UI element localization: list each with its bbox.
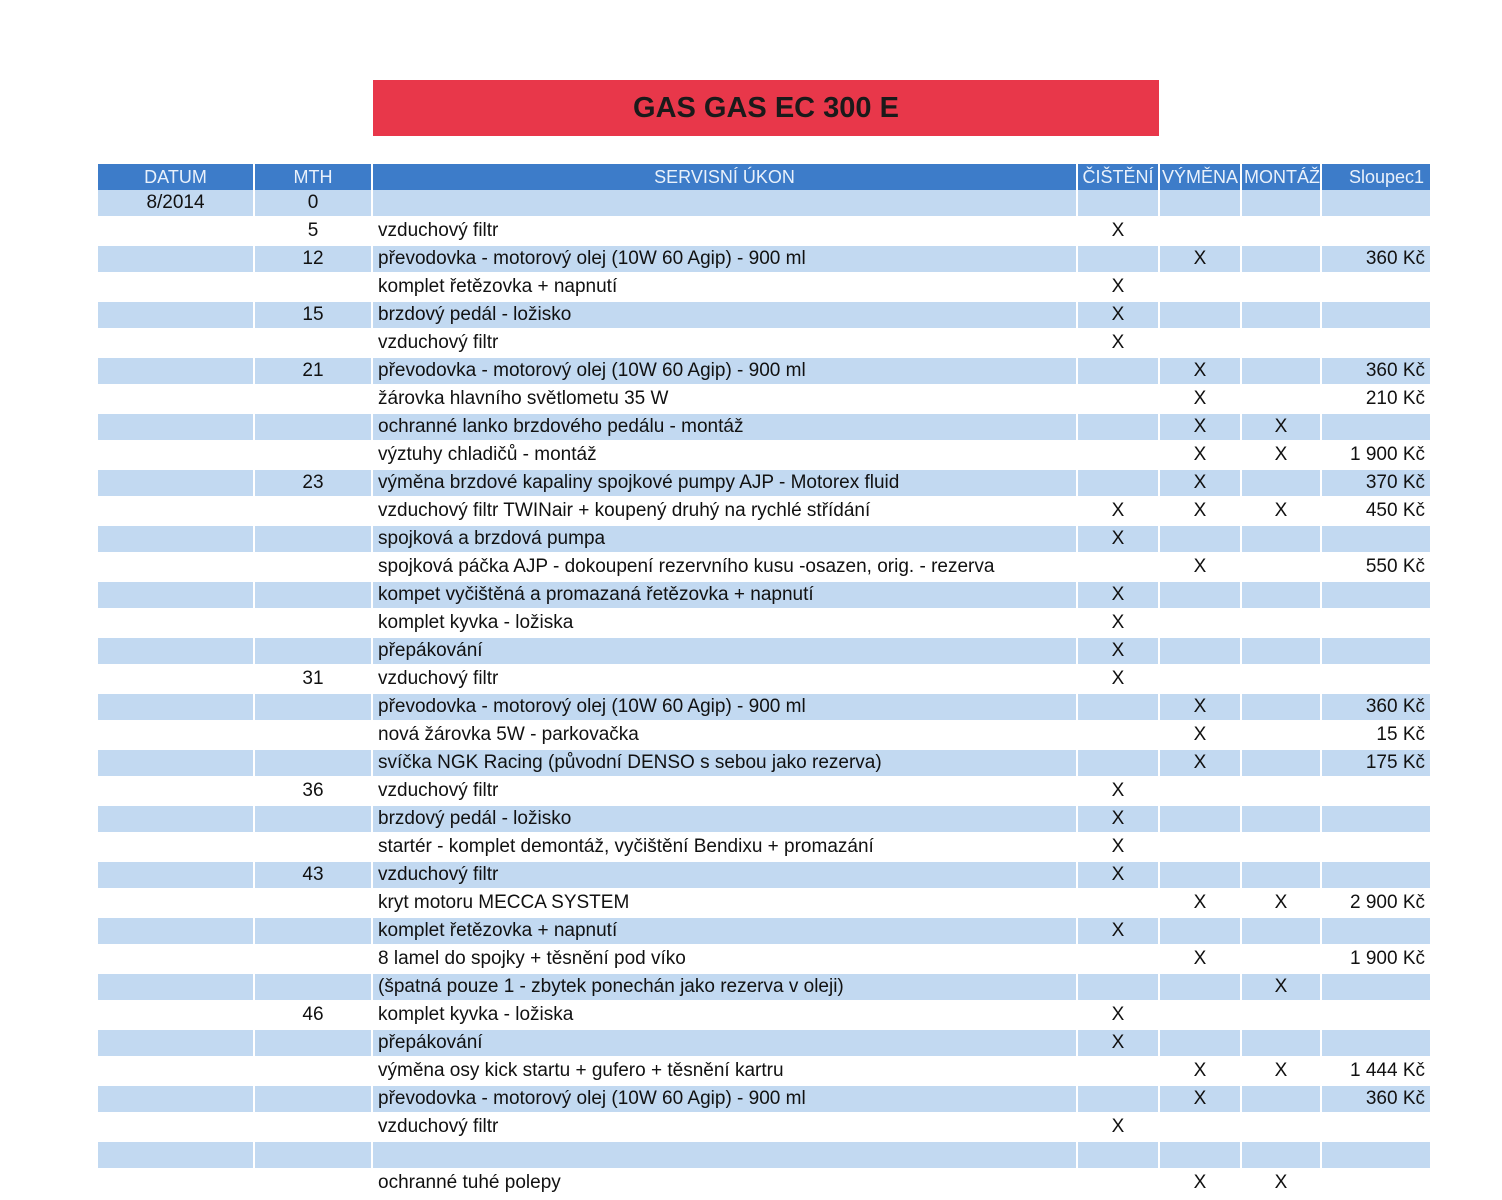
cell-mth: [255, 498, 373, 526]
cell-ukon: výměna brzdové kapaliny spojkové pumpy AJP - Motorex fluid: [373, 470, 1078, 498]
cell-datum: [98, 1114, 255, 1142]
cell-cisteni: X: [1078, 666, 1160, 694]
cell-ukon: výměna osy kick startu + gufero + těsnění kartru: [373, 1058, 1078, 1086]
cell-datum: [98, 750, 255, 778]
cell-mth: [255, 582, 373, 610]
cell-mth: [255, 694, 373, 722]
cell-montaz: [1242, 778, 1322, 806]
table-row: [98, 806, 1432, 834]
cell-datum: [98, 358, 255, 386]
table-row: [98, 834, 1432, 862]
cell-ukon: vzduchový filtr: [373, 330, 1078, 358]
cell-ukon: převodovka - motorový olej (10W 60 Agip) - 900 ml: [373, 246, 1078, 274]
cell-cena: 1 900 Kč: [1322, 442, 1432, 470]
table-row: [98, 1142, 1432, 1170]
table-row: [98, 246, 1432, 274]
cell-vymena: X: [1160, 414, 1242, 442]
cell-ukon: spojková a brzdová pumpa: [373, 526, 1078, 554]
cell-cena: 210 Kč: [1322, 386, 1432, 414]
cell-mth: [255, 1170, 373, 1198]
cell-cena: [1322, 610, 1432, 638]
cell-cisteni: X: [1078, 806, 1160, 834]
cell-datum: [98, 582, 255, 610]
cell-ukon: nová žárovka 5W - parkovačka: [373, 722, 1078, 750]
cell-montaz: [1242, 806, 1322, 834]
cell-ukon: spojková páčka AJP - dokoupení rezervního kusu -osazen, orig. - rezerva: [373, 554, 1078, 582]
cell-vymena: [1160, 806, 1242, 834]
cell-datum: [98, 554, 255, 582]
cell-montaz: X: [1242, 890, 1322, 918]
cell-montaz: [1242, 946, 1322, 974]
column-header-montaz: MONTÁŽ: [1242, 164, 1322, 190]
cell-vymena: X: [1160, 1058, 1242, 1086]
cell-datum: [98, 218, 255, 246]
cell-cisteni: [1078, 1142, 1160, 1170]
cell-ukon: brzdový pedál - ložisko: [373, 806, 1078, 834]
cell-datum: [98, 974, 255, 1002]
cell-ukon: 8 lamel do spojky + těsnění pod víko: [373, 946, 1078, 974]
cell-vymena: X: [1160, 470, 1242, 498]
cell-datum: [98, 470, 255, 498]
cell-cena: 1 900 Kč: [1322, 946, 1432, 974]
cell-vymena: [1160, 778, 1242, 806]
cell-mth: [255, 526, 373, 554]
cell-ukon: přepákování: [373, 638, 1078, 666]
cell-cisteni: X: [1078, 274, 1160, 302]
cell-ukon: vzduchový filtr: [373, 778, 1078, 806]
cell-cisteni: X: [1078, 498, 1160, 526]
column-header-datum: DATUM: [98, 164, 255, 190]
cell-vymena: [1160, 1002, 1242, 1030]
cell-montaz: [1242, 834, 1322, 862]
cell-datum: [98, 610, 255, 638]
cell-montaz: X: [1242, 498, 1322, 526]
cell-montaz: X: [1242, 974, 1322, 1002]
cell-montaz: [1242, 918, 1322, 946]
cell-datum: 8/2014: [98, 190, 255, 218]
cell-cena: 1 444 Kč: [1322, 1058, 1432, 1086]
cell-ukon: vzduchový filtr: [373, 862, 1078, 890]
service-table: [98, 164, 1432, 1198]
cell-montaz: [1242, 554, 1322, 582]
cell-mth: 43: [255, 862, 373, 890]
cell-vymena: [1160, 638, 1242, 666]
cell-ukon: kryt motoru MECCA SYSTEM: [373, 890, 1078, 918]
cell-cisteni: [1078, 722, 1160, 750]
cell-datum: [98, 1086, 255, 1114]
cell-mth: [255, 890, 373, 918]
cell-vymena: X: [1160, 358, 1242, 386]
cell-mth: [255, 330, 373, 358]
cell-cisteni: X: [1078, 638, 1160, 666]
table-row: [98, 386, 1432, 414]
cell-ukon: brzdový pedál - ložisko: [373, 302, 1078, 330]
cell-vymena: X: [1160, 386, 1242, 414]
cell-mth: [255, 1114, 373, 1142]
cell-cisteni: X: [1078, 862, 1160, 890]
cell-vymena: [1160, 302, 1242, 330]
cell-cena: [1322, 414, 1432, 442]
table-row: [98, 274, 1432, 302]
cell-montaz: [1242, 526, 1322, 554]
cell-vymena: X: [1160, 946, 1242, 974]
cell-cena: [1322, 638, 1432, 666]
cell-montaz: X: [1242, 1170, 1322, 1198]
cell-datum: [98, 1058, 255, 1086]
cell-vymena: [1160, 190, 1242, 218]
cell-vymena: [1160, 918, 1242, 946]
cell-mth: [255, 834, 373, 862]
column-header-vymena: VÝMĚNA: [1160, 164, 1242, 190]
cell-montaz: [1242, 638, 1322, 666]
cell-ukon: vzduchový filtr: [373, 1114, 1078, 1142]
cell-montaz: [1242, 750, 1322, 778]
cell-mth: [255, 610, 373, 638]
cell-vymena: [1160, 218, 1242, 246]
cell-montaz: X: [1242, 1058, 1322, 1086]
cell-vymena: [1160, 974, 1242, 1002]
cell-cisteni: X: [1078, 834, 1160, 862]
cell-vymena: X: [1160, 554, 1242, 582]
table-row: [98, 1058, 1432, 1086]
cell-datum: [98, 1002, 255, 1030]
cell-mth: [255, 638, 373, 666]
cell-vymena: X: [1160, 694, 1242, 722]
cell-ukon: výztuhy chladičů - montáž: [373, 442, 1078, 470]
cell-cena: [1322, 778, 1432, 806]
cell-vymena: X: [1160, 246, 1242, 274]
cell-mth: 36: [255, 778, 373, 806]
cell-montaz: [1242, 722, 1322, 750]
cell-cena: 175 Kč: [1322, 750, 1432, 778]
cell-datum: [98, 498, 255, 526]
table-row: [98, 946, 1432, 974]
cell-cisteni: [1078, 890, 1160, 918]
cell-ukon: kompet vyčištěná a promazaná řetězovka + napnutí: [373, 582, 1078, 610]
cell-cisteni: [1078, 442, 1160, 470]
cell-cisteni: [1078, 694, 1160, 722]
cell-vymena: [1160, 1114, 1242, 1142]
cell-mth: 23: [255, 470, 373, 498]
table-header-row: [98, 164, 1432, 190]
cell-cena: 2 900 Kč: [1322, 890, 1432, 918]
cell-montaz: [1242, 1142, 1322, 1170]
cell-montaz: [1242, 386, 1322, 414]
cell-cena: 360 Kč: [1322, 1086, 1432, 1114]
cell-cisteni: [1078, 946, 1160, 974]
cell-datum: [98, 834, 255, 862]
cell-cisteni: X: [1078, 918, 1160, 946]
cell-montaz: [1242, 274, 1322, 302]
cell-datum: [98, 414, 255, 442]
cell-ukon: převodovka - motorový olej (10W 60 Agip) - 900 ml: [373, 1086, 1078, 1114]
table-row: [98, 918, 1432, 946]
cell-cena: [1322, 218, 1432, 246]
table-row: [98, 330, 1432, 358]
cell-mth: 21: [255, 358, 373, 386]
table-row: [98, 582, 1432, 610]
cell-datum: [98, 274, 255, 302]
cell-vymena: X: [1160, 722, 1242, 750]
table-row: [98, 890, 1432, 918]
cell-cena: [1322, 806, 1432, 834]
cell-montaz: [1242, 302, 1322, 330]
table-row: [98, 358, 1432, 386]
cell-cisteni: [1078, 190, 1160, 218]
table-row: [98, 1002, 1432, 1030]
column-header-sloupec: Sloupec1: [1322, 164, 1432, 190]
cell-montaz: [1242, 358, 1322, 386]
cell-ukon: komplet kyvka - ložiska: [373, 610, 1078, 638]
cell-datum: [98, 442, 255, 470]
cell-vymena: [1160, 330, 1242, 358]
cell-mth: 5: [255, 218, 373, 246]
cell-mth: [255, 1058, 373, 1086]
cell-cena: [1322, 918, 1432, 946]
cell-cisteni: X: [1078, 582, 1160, 610]
cell-cena: [1322, 666, 1432, 694]
cell-cena: [1322, 862, 1432, 890]
cell-datum: [98, 946, 255, 974]
cell-vymena: [1160, 1030, 1242, 1058]
cell-cisteni: X: [1078, 610, 1160, 638]
column-header-ukon: SERVISNÍ ÚKON: [373, 164, 1078, 190]
cell-cena: [1322, 1030, 1432, 1058]
table-row: [98, 414, 1432, 442]
cell-datum: [98, 330, 255, 358]
cell-vymena: X: [1160, 890, 1242, 918]
cell-montaz: [1242, 330, 1322, 358]
cell-cisteni: X: [1078, 1002, 1160, 1030]
table-row: [98, 526, 1432, 554]
page-title: GAS GAS EC 300 E: [373, 80, 1159, 136]
table-row: [98, 666, 1432, 694]
column-header-mth: MTH: [255, 164, 373, 190]
table-row: [98, 974, 1432, 1002]
cell-cena: 450 Kč: [1322, 498, 1432, 526]
cell-montaz: X: [1242, 414, 1322, 442]
cell-ukon: vzduchový filtr TWINair + koupený druhý na rychlé střídání: [373, 498, 1078, 526]
cell-mth: [255, 806, 373, 834]
cell-ukon: komplet řetězovka + napnutí: [373, 918, 1078, 946]
cell-cena: 360 Kč: [1322, 246, 1432, 274]
cell-cisteni: X: [1078, 778, 1160, 806]
cell-montaz: [1242, 1030, 1322, 1058]
cell-mth: [255, 274, 373, 302]
cell-datum: [98, 246, 255, 274]
table-row: [98, 218, 1432, 246]
cell-mth: 12: [255, 246, 373, 274]
cell-cena: [1322, 526, 1432, 554]
table-row: [98, 638, 1432, 666]
cell-cisteni: [1078, 1170, 1160, 1198]
cell-datum: [98, 862, 255, 890]
table-row: [98, 694, 1432, 722]
cell-cena: 15 Kč: [1322, 722, 1432, 750]
cell-vymena: [1160, 582, 1242, 610]
cell-datum: [98, 918, 255, 946]
cell-cisteni: [1078, 358, 1160, 386]
table-row: [98, 190, 1432, 218]
cell-ukon: ochranné lanko brzdového pedálu - montáž: [373, 414, 1078, 442]
cell-cena: 360 Kč: [1322, 358, 1432, 386]
cell-montaz: [1242, 470, 1322, 498]
cell-montaz: [1242, 246, 1322, 274]
cell-montaz: [1242, 218, 1322, 246]
table-row: [98, 498, 1432, 526]
cell-cisteni: [1078, 246, 1160, 274]
cell-mth: [255, 974, 373, 1002]
cell-datum: [98, 722, 255, 750]
cell-cena: 370 Kč: [1322, 470, 1432, 498]
cell-mth: [255, 918, 373, 946]
cell-cisteni: [1078, 386, 1160, 414]
cell-montaz: [1242, 694, 1322, 722]
cell-datum: [98, 666, 255, 694]
cell-cisteni: [1078, 1086, 1160, 1114]
cell-cisteni: X: [1078, 1114, 1160, 1142]
cell-vymena: [1160, 666, 1242, 694]
cell-mth: 46: [255, 1002, 373, 1030]
cell-montaz: [1242, 190, 1322, 218]
cell-ukon: vzduchový filtr: [373, 666, 1078, 694]
cell-cena: [1322, 190, 1432, 218]
cell-montaz: [1242, 666, 1322, 694]
cell-cena: [1322, 274, 1432, 302]
cell-cisteni: [1078, 1058, 1160, 1086]
cell-datum: [98, 526, 255, 554]
cell-mth: 31: [255, 666, 373, 694]
cell-mth: [255, 442, 373, 470]
table-row: [98, 610, 1432, 638]
cell-vymena: X: [1160, 750, 1242, 778]
table-row: [98, 1114, 1432, 1142]
cell-montaz: [1242, 1114, 1322, 1142]
cell-mth: [255, 414, 373, 442]
table-row: [98, 302, 1432, 330]
table-row: [98, 554, 1432, 582]
table-row: [98, 1086, 1432, 1114]
cell-vymena: [1160, 1142, 1242, 1170]
cell-mth: [255, 386, 373, 414]
cell-datum: [98, 302, 255, 330]
cell-cisteni: [1078, 414, 1160, 442]
table-row: [98, 1170, 1432, 1198]
cell-cisteni: X: [1078, 302, 1160, 330]
cell-mth: 15: [255, 302, 373, 330]
cell-datum: [98, 806, 255, 834]
cell-ukon: přepákování: [373, 1030, 1078, 1058]
cell-montaz: [1242, 610, 1322, 638]
cell-montaz: [1242, 1002, 1322, 1030]
cell-vymena: X: [1160, 498, 1242, 526]
cell-montaz: [1242, 862, 1322, 890]
table-row: [98, 778, 1432, 806]
cell-cisteni: [1078, 974, 1160, 1002]
cell-cisteni: X: [1078, 330, 1160, 358]
cell-vymena: [1160, 526, 1242, 554]
cell-cisteni: X: [1078, 1030, 1160, 1058]
cell-datum: [98, 638, 255, 666]
cell-ukon: převodovka - motorový olej (10W 60 Agip) - 900 ml: [373, 358, 1078, 386]
cell-cena: [1322, 1170, 1432, 1198]
cell-mth: [255, 946, 373, 974]
cell-cisteni: X: [1078, 526, 1160, 554]
cell-mth: [255, 1086, 373, 1114]
cell-cisteni: [1078, 750, 1160, 778]
cell-cena: [1322, 1114, 1432, 1142]
cell-vymena: [1160, 834, 1242, 862]
cell-mth: [255, 722, 373, 750]
cell-vymena: [1160, 610, 1242, 638]
cell-mth: [255, 750, 373, 778]
cell-ukon: komplet řetězovka + napnutí: [373, 274, 1078, 302]
cell-cisteni: [1078, 554, 1160, 582]
cell-cena: [1322, 582, 1432, 610]
cell-cena: [1322, 330, 1432, 358]
column-header-cisteni: ČIŠTĚNÍ: [1078, 164, 1160, 190]
cell-ukon: [373, 190, 1078, 218]
cell-vymena: X: [1160, 1086, 1242, 1114]
cell-ukon: [373, 1142, 1078, 1170]
cell-montaz: [1242, 582, 1322, 610]
cell-montaz: [1242, 1086, 1322, 1114]
cell-cena: [1322, 834, 1432, 862]
table-row: [98, 442, 1432, 470]
table-row: [98, 722, 1432, 750]
cell-vymena: [1160, 862, 1242, 890]
cell-cena: 550 Kč: [1322, 554, 1432, 582]
cell-datum: [98, 694, 255, 722]
cell-mth: [255, 1030, 373, 1058]
cell-cisteni: X: [1078, 218, 1160, 246]
table-row: [98, 862, 1432, 890]
cell-ukon: žárovka hlavního světlometu 35 W: [373, 386, 1078, 414]
cell-vymena: X: [1160, 1170, 1242, 1198]
cell-ukon: vzduchový filtr: [373, 218, 1078, 246]
cell-vymena: [1160, 274, 1242, 302]
cell-datum: [98, 778, 255, 806]
cell-ukon: startér - komplet demontáž, vyčištění Bendixu + promazání: [373, 834, 1078, 862]
cell-datum: [98, 890, 255, 918]
table-row: [98, 470, 1432, 498]
cell-mth: [255, 1142, 373, 1170]
cell-cena: [1322, 1002, 1432, 1030]
cell-ukon: svíčka NGK Racing (původní DENSO s sebou jako rezerva): [373, 750, 1078, 778]
table-row: [98, 1030, 1432, 1058]
cell-datum: [98, 1170, 255, 1198]
cell-montaz: X: [1242, 442, 1322, 470]
cell-cisteni: [1078, 470, 1160, 498]
cell-cena: [1322, 974, 1432, 1002]
cell-cena: 360 Kč: [1322, 694, 1432, 722]
cell-mth: 0: [255, 190, 373, 218]
cell-ukon: komplet kyvka - ložiska: [373, 1002, 1078, 1030]
cell-mth: [255, 554, 373, 582]
cell-ukon: ochranné tuhé polepy: [373, 1170, 1078, 1198]
cell-cena: [1322, 302, 1432, 330]
cell-ukon: (špatná pouze 1 - zbytek ponechán jako rezerva v oleji): [373, 974, 1078, 1002]
cell-datum: [98, 1030, 255, 1058]
table-row: [98, 750, 1432, 778]
cell-vymena: X: [1160, 442, 1242, 470]
cell-datum: [98, 1142, 255, 1170]
cell-cena: [1322, 1142, 1432, 1170]
cell-ukon: převodovka - motorový olej (10W 60 Agip) - 900 ml: [373, 694, 1078, 722]
cell-datum: [98, 386, 255, 414]
